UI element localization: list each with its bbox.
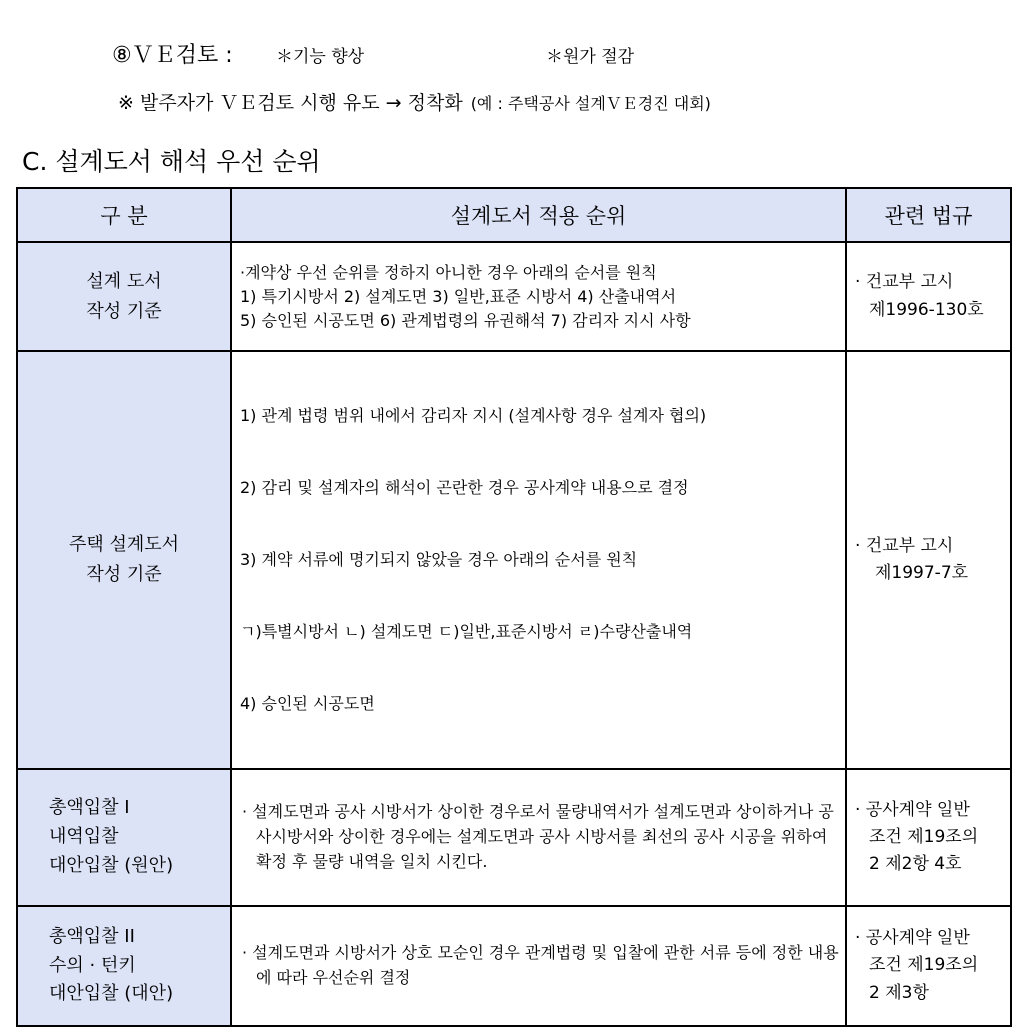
note-example: (예 : 주택공사 설계ＶＥ경진 대회): [470, 94, 711, 113]
row-law: · 공사계약 일반 조건 제19조의 2 제2항 4호: [846, 769, 1011, 906]
row-content: 1) 관계 법령 범위 내에서 감리자 지시 (설계사항 경우 설계자 협의) 2) 감리 및 설계자의 해석이 곤란한 경우 공사계약 내용으로 결정 3) 계약 서류에 명기되지 않았을 경우 아래의 순서를 원칙 ㄱ)특별시방서 ㄴ) 설계도면 ㄷ)일반,표준시방서 ㄹ)수량산출내역 4) 승인된 시공도면: [231, 351, 846, 769]
row-category: 총액입찰 II 수의 · 턴키 대안입찰 (대안): [17, 906, 231, 1026]
note-text: ※ 발주자가 ＶＥ검토 시행 유도 → 정착화: [118, 92, 463, 114]
ve-review-line: [112, 38, 635, 69]
table-row: [17, 906, 1011, 1026]
row-content: · 설계도면과 공사 시방서가 상이한 경우로서 물량내역서가 설계도면과 상이하거나 공사시방서와 상이한 경우에는 설계도면과 공사 시방서를 최선의 공사 시공을 위하여 확정 후 물량 내역을 일치 시킨다.: [231, 769, 846, 906]
ve-bullet-function: ＊기능 향상: [276, 47, 365, 67]
row-category: 주택 설계도서 작성 기준: [17, 351, 231, 769]
header-priority: 설계도서 적용 순위: [231, 188, 846, 242]
row-category: 총액입찰 I 내역입찰 대안입찰 (원안): [17, 769, 231, 906]
note-line: [118, 88, 711, 115]
table-row: [17, 242, 1011, 351]
row-content: · 설계도면과 시방서가 상호 모순인 경우 관계법령 및 입찰에 관한 서류 등에 정한 내용에 따라 우선순위 결정: [231, 906, 846, 1026]
header-law: 관련 법규: [846, 188, 1011, 242]
table-row: [17, 351, 1011, 769]
section-title: C. 설계도서 해석 우선 순위: [22, 147, 321, 176]
table-row: [17, 769, 1011, 906]
table-header-row: [17, 188, 1011, 242]
ve-review-label: ⑧ＶＥ검토 :: [112, 43, 233, 68]
row-content: ·계약상 우선 순위를 정하지 아니한 경우 아래의 순서를 원칙 1) 특기시방서 2) 설계도면 3) 일반,표준 시방서 4) 산출내역서 5) 승인된 시공도면 6) 관계법령의 유권해석 7) 감리자 지시 사항: [231, 242, 846, 351]
row-category: 설계 도서 작성 기준: [17, 242, 231, 351]
header-category: 구 분: [17, 188, 231, 242]
row-law: · 건교부 고시 제1997-7호: [846, 351, 1011, 769]
row-law: · 건교부 고시 제1996-130호: [846, 242, 1011, 351]
ve-bullet-cost: ＊원가 절감: [546, 47, 635, 67]
row-law: · 공사계약 일반 조건 제19조의 2 제3항: [846, 906, 1011, 1026]
priority-table: [16, 187, 1012, 1027]
